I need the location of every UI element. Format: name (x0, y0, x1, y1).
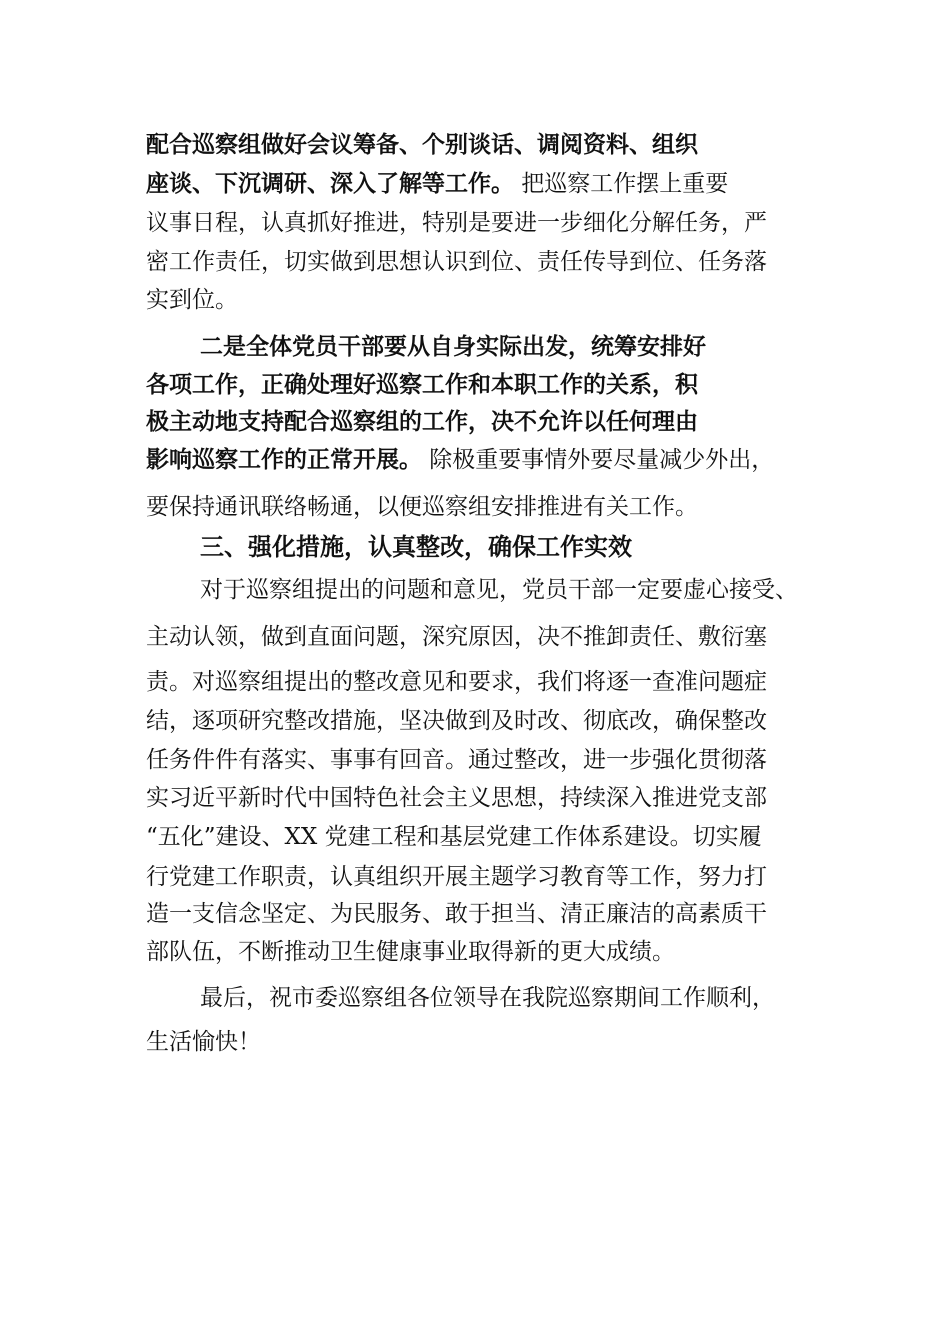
text-line-21: 部队伍，不断推动卫生健康事业取得新的更大成绩。 (146, 939, 675, 965)
text-line-5: 实到位。 (146, 287, 238, 313)
text-line-12: 对于巡察组提出的问题和意见，党员干部一定要虚心接受、 (200, 577, 798, 603)
text-line-16: 任务件件有落实、事事有回音。通过整改，进一步强化贯彻落 (146, 747, 767, 773)
text-line-6: 二是全体党员干部要从自身实际出发，统筹安排好 (200, 333, 706, 360)
text-line-9 (146, 445, 774, 475)
text-line-15: 结，逐项研究整改措施，坚决做到及时改、彻底改，确保整改 (146, 708, 767, 734)
text-line-19: 行党建工作职责，认真组织开展主题学习教育等工作，努力打 (146, 864, 767, 890)
text-line-20: 造一支信念坚定、为民服务、敢于担当、清正廉洁的高素质干 (146, 901, 767, 927)
text-line-8: 极主动地支持配合巡察组的工作，决不允许以任何理由 (146, 408, 698, 435)
text-line-17: 实习近平新时代中国特色社会主义思想，持续深入推进党支部 (146, 785, 767, 811)
text-line-7: 各项工作，正确处理好巡察工作和本职工作的关系，积 (146, 371, 698, 398)
section-heading: 三、强化措施，认真整改，确保工作实效 (200, 533, 632, 561)
text-line-4: 密工作责任，切实做到思想认识到位、责任传导到位、任务落 (146, 249, 767, 275)
text-line-2 (146, 169, 728, 199)
text-run: 除极重要事情外要尽量减少外出， (422, 447, 775, 473)
text-line-10: 要保持通讯联络畅通，以便巡察组安排推进有关工作。 (146, 494, 698, 520)
text-line-23: 生活愉快！ (146, 1029, 261, 1055)
text-line-22: 最后，祝市委巡察组各位领导在我院巡察期间工作顺利， (200, 985, 775, 1011)
bold-phrase: 座谈、下沉调研、深入了解等工作。 (146, 170, 514, 197)
text-run: 把巡察工作摆上重要 (514, 171, 729, 197)
text-line-18: “五化”建设、XX 党建工程和基层党建工作体系建设。切实履 (146, 824, 762, 850)
text-line-1: 配合巡察组做好会议筹备、个别谈话、调阅资料、组织 (146, 131, 698, 158)
text-line-13: 主动认领，做到直面问题，深究原因，决不推卸责任、敷衍塞 (146, 624, 767, 650)
bold-phrase: 影响巡察工作的正常开展。 (146, 446, 422, 473)
text-line-3: 议事日程，认真抓好推进，特别是要进一步细化分解任务，严 (146, 210, 767, 236)
text-line-14: 责。对巡察组提出的整改意见和要求，我们将逐一查准问题症 (146, 669, 767, 695)
